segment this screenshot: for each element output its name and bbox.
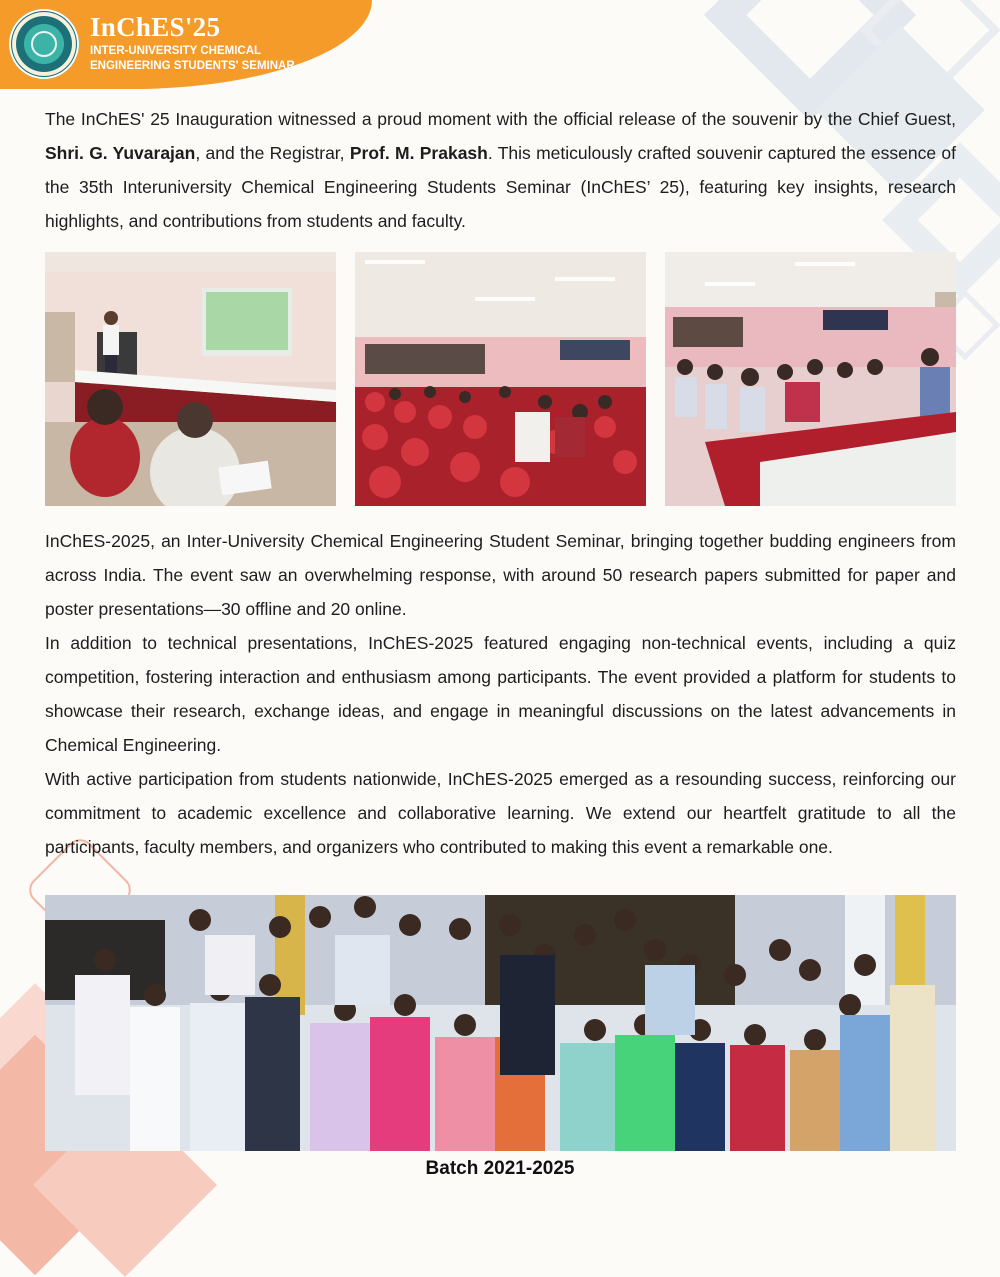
seminar-photo-audience [355, 252, 646, 506]
group-photo-caption: Batch 2021-2025 [425, 1158, 575, 1179]
seminar-photo-presentation [45, 252, 336, 506]
department-seal-icon [9, 9, 79, 79]
events-paragraph: In addition to technical presentations, InChES-2025 featured engaging non-technical events, including a quiz competition, fostering interaction and enthusiasm among participants. The event provided a platform for students to showcase their research, exchange ideas, and engage in meaningful discussions on the latest advancements in Chemical Engineering. [45, 633, 956, 755]
brand-subtitle: INTER-UNIVERSITY CHEMICAL ENGINEERING STUDENTS' SEMINAR [90, 45, 295, 72]
registrar-name: Prof. M. Prakash [349, 143, 488, 163]
chief-guest-name: Shri. G. Yuvarajan [45, 143, 196, 163]
group-photo [45, 895, 956, 1151]
brand-title: InChES'25 [90, 12, 221, 42]
seminar-photo-audience-side [665, 252, 956, 506]
overview-paragraph: InChES-2025, an Inter-University Chemical Engineering Student Seminar, bringing together budding engineers from across India. The event saw an overwhelming response, with around 50 research papers submitted for paper and poster presentations—30 offline and 20 online. [45, 531, 956, 619]
closing-paragraph: With active participation from students nationwide, InChES-2025 emerged as a resounding success, reinforcing our commitment to academic excellence and collaborative learning. We extend our heartfelt gratitude to all the participants, faculty members, and organizers who contributed to making this event a remarkable one. [45, 769, 956, 857]
intro-paragraph: The InChES' 25 Inauguration witnessed a proud moment with the official release of the souvenir by the Chief Guest, Shri. G. Yuvarajan, and the Registrar, Prof. M. Prakash. This meticulously crafted souvenir captured the essence of the 35th Interuniversity Chemical Engineering Students Seminar (InChES’ 25), featuring key insights, research highlights, and contributions from students and faculty. [45, 109, 957, 231]
